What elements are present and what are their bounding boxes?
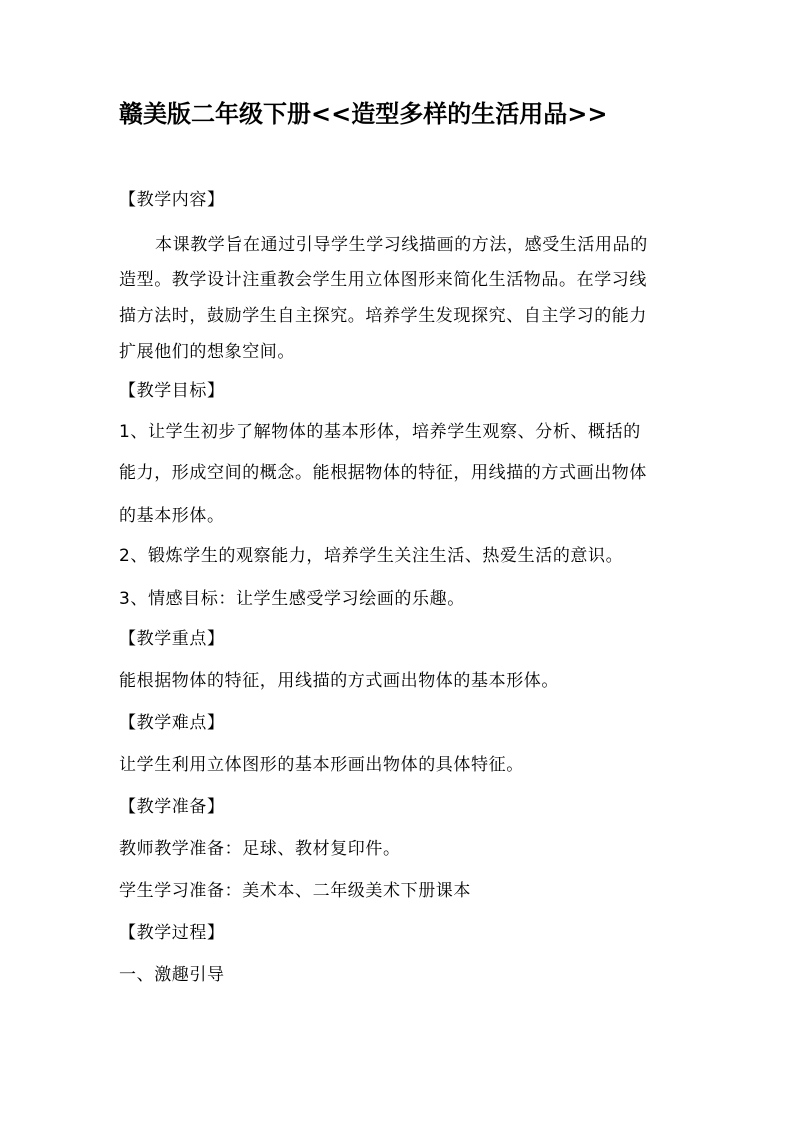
content-line-3: 描方法时，鼓励学生自主探究。培养学生发现探究、自主学习的能力 <box>119 306 647 326</box>
difficulty-text: 让学生利用立体图形的基本形画出物体的具体特征。 <box>119 755 524 775</box>
section-heading-content: 【教学内容】 <box>119 190 225 210</box>
goals-line-4: 2、锻炼学生的观察能力，培养学生关注生活、热爱生活的意识。 <box>119 546 624 566</box>
section-heading-difficulty: 【教学难点】 <box>119 713 225 733</box>
page-title: 赣美版二年级下册<<造型多样的生活用品>> <box>119 100 608 128</box>
content-line-2: 造型。教学设计注重教会学生用立体图形来简化生活物品。在学习线 <box>119 270 647 290</box>
goals-line-5: 3、情感目标：让学生感受学习绘画的乐趣。 <box>119 589 465 609</box>
prep-teacher-text: 教师教学准备：足球、教材复印件。 <box>119 839 401 859</box>
section-heading-prep: 【教学准备】 <box>119 797 225 817</box>
goals-line-3: 的基本形体。 <box>119 506 225 526</box>
goals-line-1: 1、让学生初步了解物体的基本形体，培养学生观察、分析、概括的 <box>119 422 641 442</box>
section-heading-key: 【教学重点】 <box>119 629 225 649</box>
section-heading-process: 【教学过程】 <box>119 923 225 943</box>
content-line-4: 扩展他们的想象空间。 <box>119 342 295 362</box>
process-item-1: 一、激趣引导 <box>119 965 225 985</box>
content-line-1: 本课教学旨在通过引导学生学习线描画的方法，感受生活用品的 <box>155 235 648 255</box>
key-text: 能根据物体的特征，用线描的方式画出物体的基本形体。 <box>119 671 559 691</box>
section-heading-goals: 【教学目标】 <box>119 381 225 401</box>
goals-line-2: 能力，形成空间的概念。能根据物体的特征，用线描的方式画出物体 <box>119 463 647 483</box>
prep-student-text: 学生学习准备：美术本、二年级美术下册课本 <box>119 881 471 901</box>
